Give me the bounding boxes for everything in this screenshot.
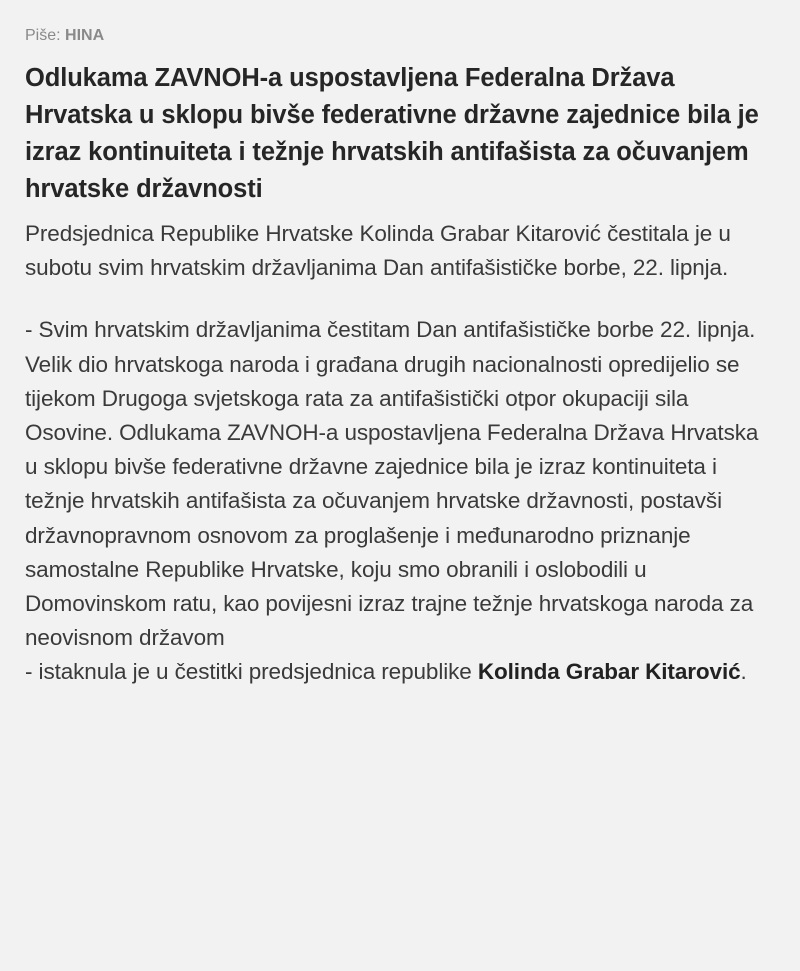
quote-text: - Svim hrvatskim državljanima čestitam Dan antifašističke borbe 22. lipnja. Velik dio hrvatskoga naroda i građana drugih nacionalnosti opredijelio se tijekom Drugoga svjetskoga rata za antifašistički otpor okupaciji sila Osovine. Odlukama ZAVNOH-a uspostavljena Federalna Država Hrvatska u sklopu bivše federativne državne zajednice bila je izraz kontinuiteta i težnje hrvatskih antifašista za očuvanjem hrvatske državnosti, postavši državnopravnom osnovom za proglašenje i međunarodno priznanje samostalne Republike Hrvatske, koju smo obranili i oslobodili u Domovinskom ratu, kao povijesni izraz trajne težnje hrvatskoga naroda za neovisnom državom — [25, 317, 759, 651]
article-headline: Odlukama ZAVNOH-a uspostavljena Federalna Država Hrvatska u sklopu bivše federativne državne zajednice bila je izraz kontinuiteta i težnje hrvatskih antifašista za očuvanjem hrvatske državnosti — [25, 64, 759, 203]
lead-paragraph: Predsjednica Republike Hrvatske Kolinda Grabar Kitarović čestitala je u subotu svim hrvatskim državljanima Dan antifašističke borbe, 22. lipnja. — [25, 221, 731, 281]
attribution-prefix: - istaknula je u čestitki predsjednica republike — [25, 659, 478, 685]
byline-author-link[interactable]: HINA — [65, 27, 105, 44]
attribution-name: Kolinda Grabar Kitarović — [477, 659, 741, 685]
byline-prefix: Piše: — [25, 27, 66, 44]
quote-paragraph — [25, 313, 776, 689]
byline — [25, 24, 776, 48]
attribution-suffix: . — [740, 659, 747, 685]
